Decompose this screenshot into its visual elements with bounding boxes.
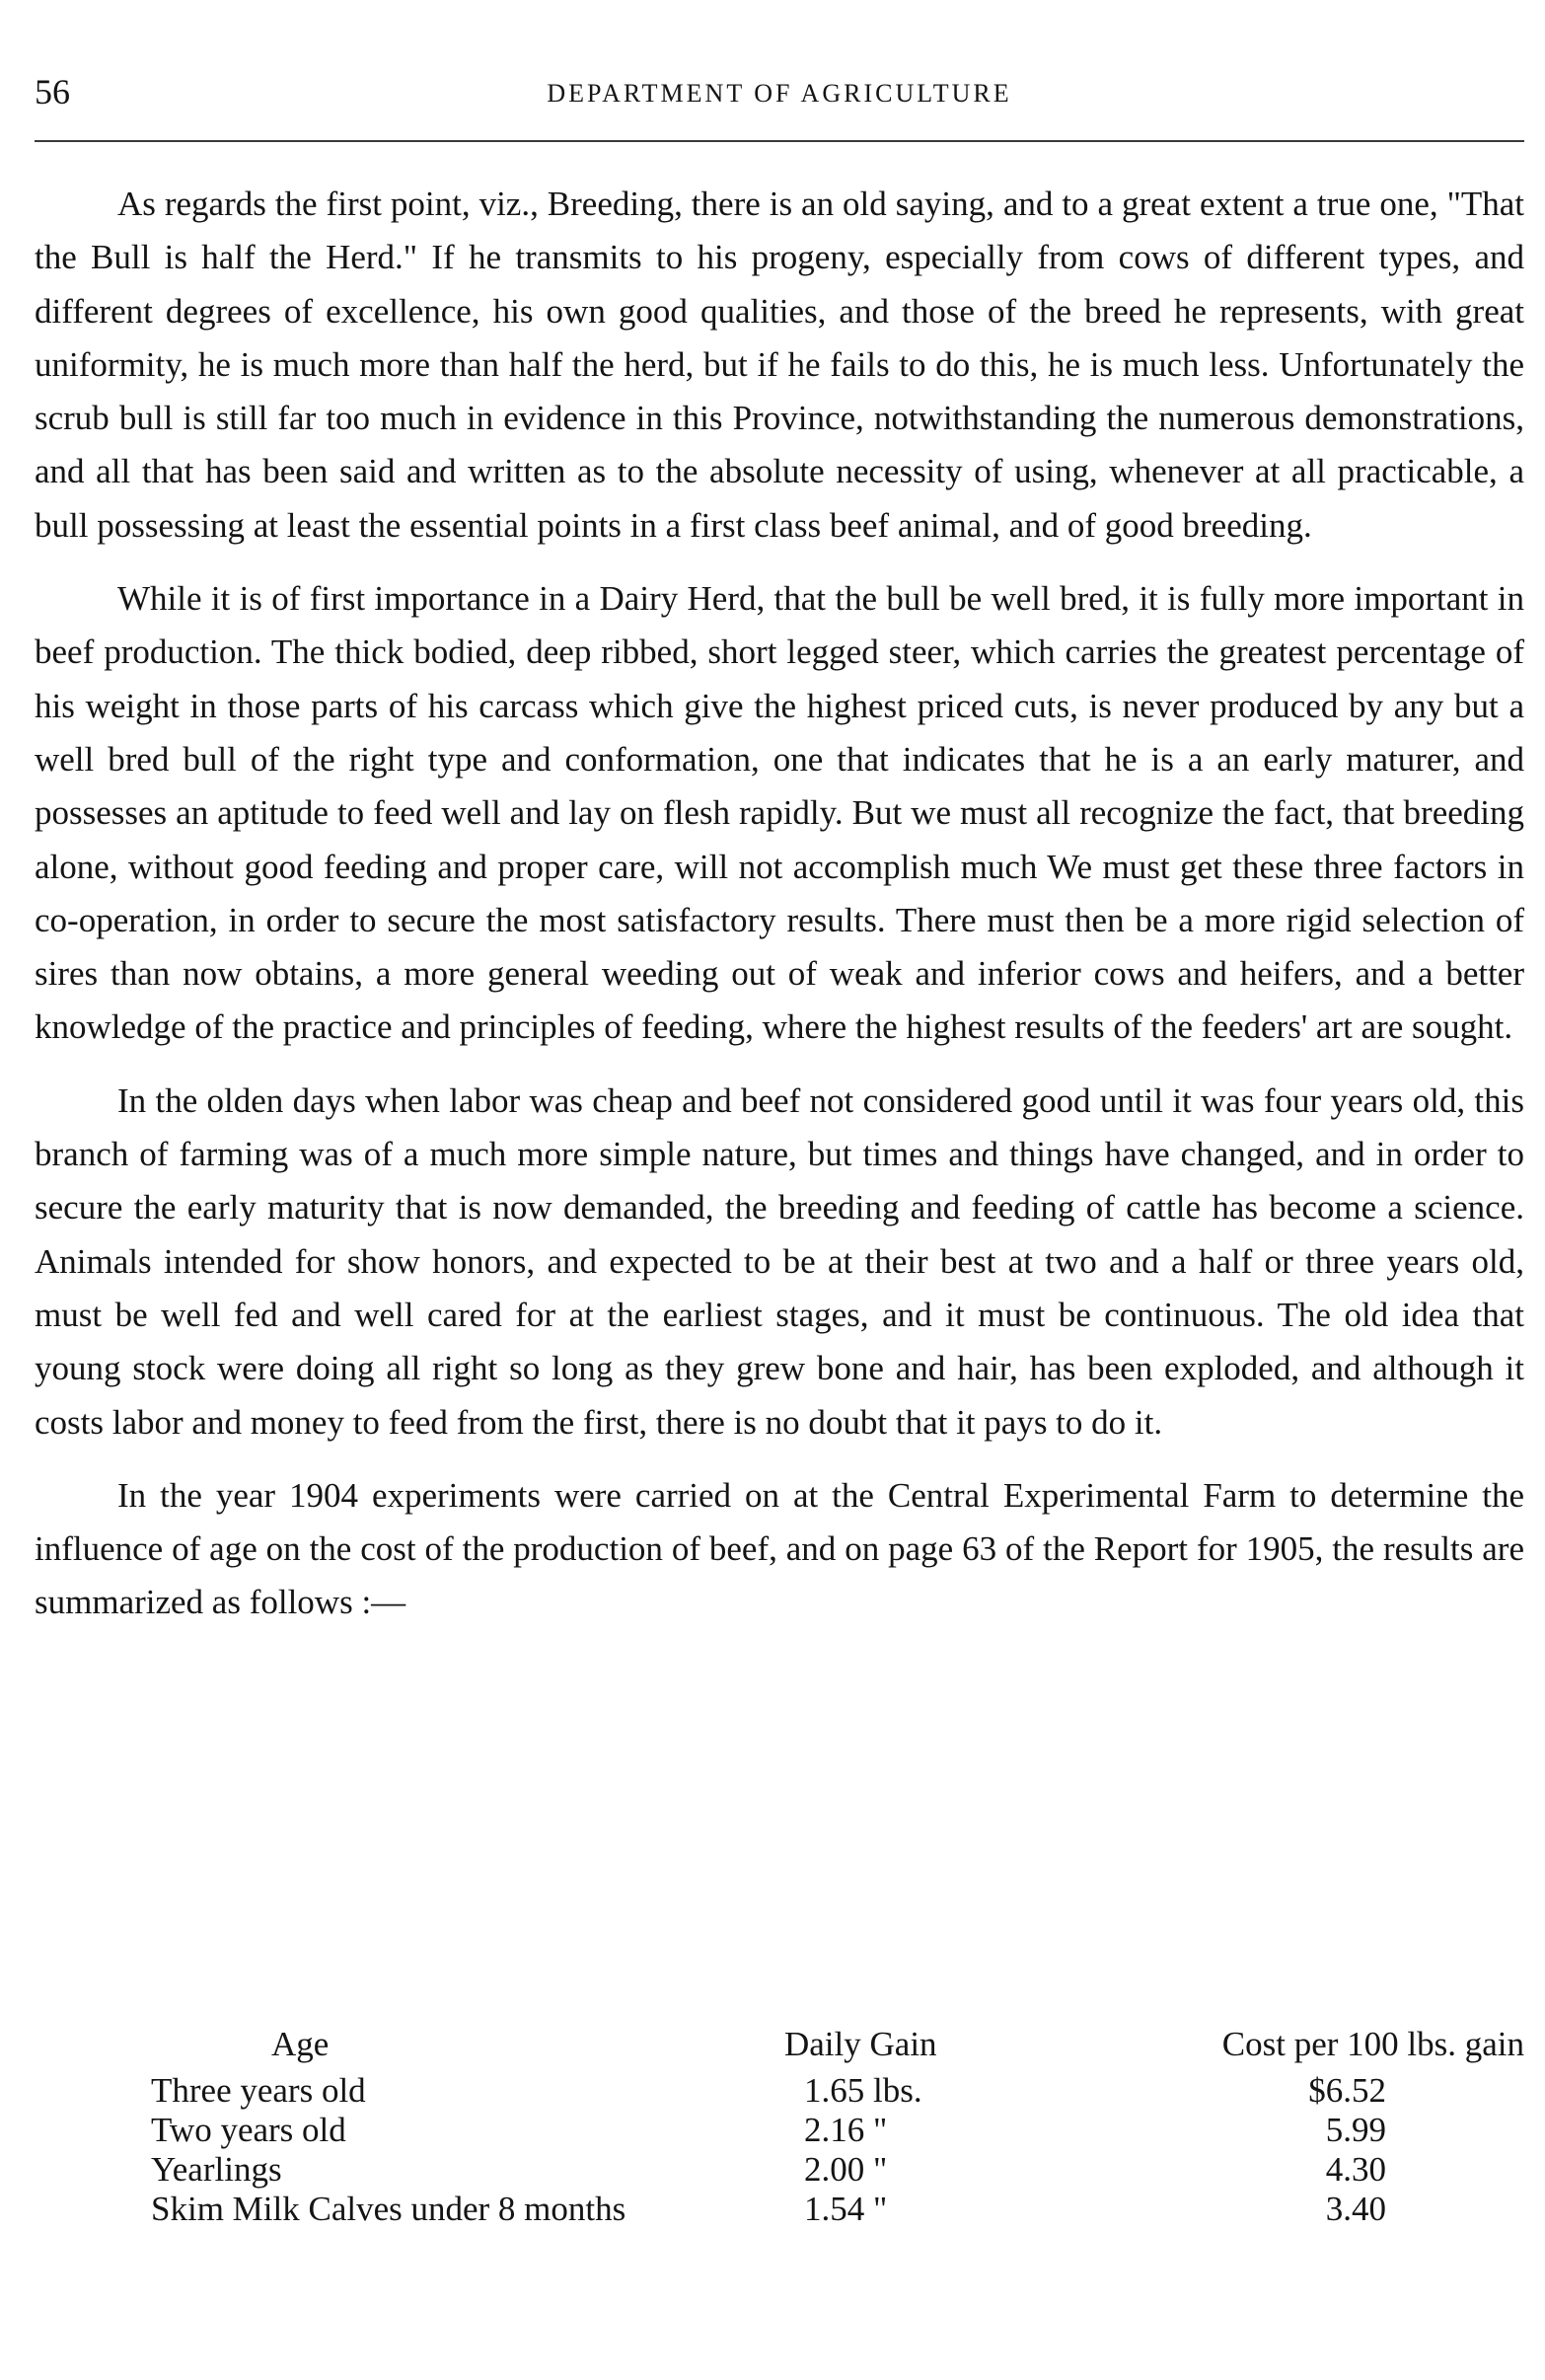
running-title: DEPARTMENT OF AGRICULTURE (547, 79, 1012, 108)
paragraph-olden-days: In the olden days when labor was cheap and beef not considered good until it was four years old, this branch of farming was of a much more simple nature, but times and things have changed, and in order to secure the early maturity that is now demanded, the breeding and feeding of cattle has become a science. Animals intended for show honors, and expected to be at their best at two and a half or three years old, must be well fed and well cared for at the earliest stages, and it must be continuous. The old idea that young stock were doing all right so long as they grew bone and hair, has been exploded, and although it costs labor and money to feed from the first, there is no doubt that it pays to do it. (35, 1080, 1524, 1442)
cell-age: Two years old (151, 2111, 346, 2149)
results-table (35, 2018, 1524, 2229)
cell-age: Yearlings (151, 2150, 282, 2189)
table-row (35, 2111, 1524, 2150)
cell-daily-gain: 1.65 lbs. (804, 2071, 922, 2110)
table-header-row (35, 2018, 1524, 2071)
cell-age: Skim Milk Calves under 8 months (151, 2190, 626, 2228)
cell-age: Three years old (151, 2071, 366, 2110)
cell-daily-gain: 2.16 " (804, 2111, 888, 2149)
cell-daily-gain: 1.54 " (804, 2190, 888, 2228)
paragraph-breeding: As regards the first point, viz., Breeding, there is an old saying, and to a great extent a true one, "That the Bull is half the Herd." If he transmits to his progeny, especially from cows of different types, and different degrees of excellence, his own good qualities, and those of the breed he represents, with great uniformity, he is much more than half the herd, but if he fails to do this, he is much less. Unfortunately the scrub bull is still far too much in evidence in this Province, notwithstanding the numerous demonstrations, and all that has been said and written as to the absolute necessity of using, whenever at all practicable, a bull possessing at least the essential points in a first class beef animal, and of good breeding. (35, 185, 1524, 545)
table-row (35, 2190, 1524, 2229)
column-header-cost: Cost per 100 lbs. gain (1221, 2025, 1524, 2063)
cell-cost: 3.40 (1325, 2190, 1386, 2228)
cell-cost: 5.99 (1325, 2111, 1386, 2149)
page-number: 56 (35, 72, 70, 112)
column-header-age: Age (271, 2025, 330, 2063)
table-row (35, 2150, 1524, 2190)
paragraph-experiments: In the year 1904 experiments were carried on at the Central Experimental Farm to determine the influence of age on the cost of the production of beef, and on page 63 of the Report for 1905, the results are summarized as follows :— (35, 1475, 1524, 1622)
header-rule (35, 140, 1524, 142)
cell-cost: $6.52 (1308, 2071, 1386, 2110)
cell-cost: 4.30 (1325, 2150, 1386, 2189)
table-row (35, 2071, 1524, 2111)
paragraph-beef-production: While it is of first importance in a Dairy Herd, that the bull be well bred, it is fully more important in beef production. The thick bodied, deep ribbed, short legged steer, which carries the greatest percentage of his weight in those parts of his carcass which give the highest priced cuts, is never produced by any but a well bred bull of the right type and conformation, one that indicates that he is a an early maturer, and possesses an aptitude to feed well and lay on flesh rapidly. But we must all recognize the fact, that breeding alone, without good feeding and proper care, will not accomplish much We must get these three factors in co-operation, in order to secure the most satisfactory results. There must then be a more rigid selection of sires than now obtains, a more general weeding out of weak and inferior cows and heifers, and a better knowledge of the practice and principles of feeding, where the highest results of the feeders' art are sought. (35, 579, 1524, 1047)
cell-daily-gain: 2.00 " (804, 2150, 888, 2189)
column-header-daily-gain: Daily Gain (784, 2025, 937, 2063)
page-header (35, 67, 1524, 116)
body-text (35, 178, 1524, 1650)
